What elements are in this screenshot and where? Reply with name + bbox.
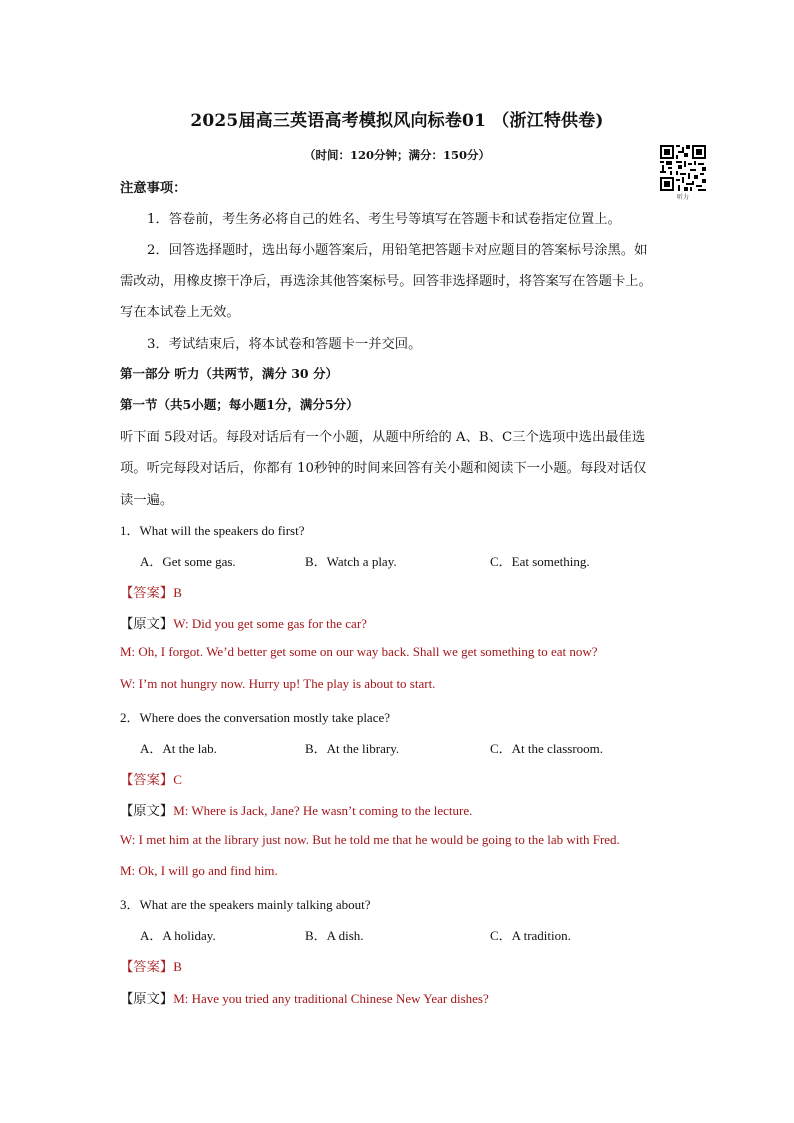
page-title: 2025届高三英语高考模拟风向标卷01 （浙江特供卷) xyxy=(190,111,604,131)
qr-code-label: 听力 xyxy=(676,194,689,201)
question-3-script-1 xyxy=(120,988,489,1007)
script-line: M: Have you tried any traditional Chinese New Year dishes? xyxy=(173,991,489,1006)
script-tag: 【原文】 xyxy=(120,617,174,632)
notes-item-2-line-3: 写在本试卷上无效。 xyxy=(120,305,240,320)
question-1-stem: 1．What will the speakers do first? xyxy=(120,523,305,538)
question-2-option-a: A．At the lab. xyxy=(140,741,217,756)
answer-tag: 【答案】 xyxy=(120,586,174,601)
exam-time-score: （时间：120分钟；满分：150分） xyxy=(303,148,490,162)
instructions-line-2: 项。听完每段对话后，你都有 10秒钟的时间来回答有关小题和阅读下一小题。每段对话仅 xyxy=(120,461,647,476)
question-3-option-a: A．A holiday. xyxy=(140,928,216,943)
instructions-line-3: 读一遍。 xyxy=(120,493,174,508)
notes-item-1: 1．答卷前，考生务必将自己的姓名、考生号等填写在答题卡和试卷指定位置上。 xyxy=(147,212,621,227)
question-1-option-b: B．Watch a play. xyxy=(305,554,397,569)
notes-item-3: 3．考试结束后，将本试卷和答题卡一并交回。 xyxy=(147,337,422,352)
question-2-answer xyxy=(120,769,182,788)
question-3-answer xyxy=(120,956,182,975)
question-2-script-3: M: Ok, I will go and find him. xyxy=(120,863,278,878)
question-1-option-a: A．Get some gas. xyxy=(140,554,236,569)
notes-item-2-line-2: 需改动，用橡皮擦干净后，再选涂其他答案标号。回答非选择题时，将答案写在答题卡上。 xyxy=(120,274,652,289)
question-1-script-2: M: Oh, I forgot. We’d better get some on our way back. Shall we get something to eat now? xyxy=(120,644,598,659)
section1-heading: 第一节（共5小题；每小题1分，满分5分） xyxy=(120,397,359,412)
instructions-line-1: 听下面 5段对话。每段对话后有一个小题，从题中所给的 A、B、C三个选项中选出最佳选 xyxy=(120,430,646,445)
answer-tag: 【答案】 xyxy=(120,773,174,788)
question-1-script-1 xyxy=(120,613,367,632)
script-tag: 【原文】 xyxy=(120,992,174,1007)
script-line: M: Where is Jack, Jane? He wasn’t coming to the lecture. xyxy=(173,803,473,818)
answer-value: C xyxy=(173,772,182,787)
question-3-stem: 3．What are the speakers mainly talking about? xyxy=(120,897,371,912)
question-1-answer xyxy=(120,582,182,601)
part1-heading: 第一部分 听力（共两节，满分 30 分） xyxy=(120,366,338,381)
notes-heading: 注意事项： xyxy=(120,181,187,196)
answer-value: B xyxy=(173,585,182,600)
question-1-option-c: C．Eat something. xyxy=(490,554,590,569)
question-2-option-c: C．At the classroom. xyxy=(490,741,604,756)
notes-item-2-line-1: 2．回答选择题时，选出每小题答案后，用铅笔把答题卡对应题目的答案标号涂黑。如 xyxy=(147,243,648,258)
question-2-option-b: B．At the library. xyxy=(305,741,400,756)
question-1-script-3: W: I’m not hungry now. Hurry up! The play is about to start. xyxy=(120,676,436,691)
question-2-script-1 xyxy=(120,800,472,819)
answer-tag: 【答案】 xyxy=(120,960,174,975)
question-3-option-b: B．A dish. xyxy=(305,928,364,943)
qr-code-icon[interactable] xyxy=(660,145,706,191)
question-2-script-2: W: I met him at the library just now. But he told me that he would be going to the lab with Fred. xyxy=(120,832,620,847)
question-2-stem: 2．Where does the conversation mostly take place? xyxy=(120,710,391,725)
question-3-option-c: C．A tradition. xyxy=(490,928,571,943)
script-line: W: Did you get some gas for the car? xyxy=(173,616,367,631)
answer-value: B xyxy=(173,959,182,974)
script-tag: 【原文】 xyxy=(120,804,174,819)
